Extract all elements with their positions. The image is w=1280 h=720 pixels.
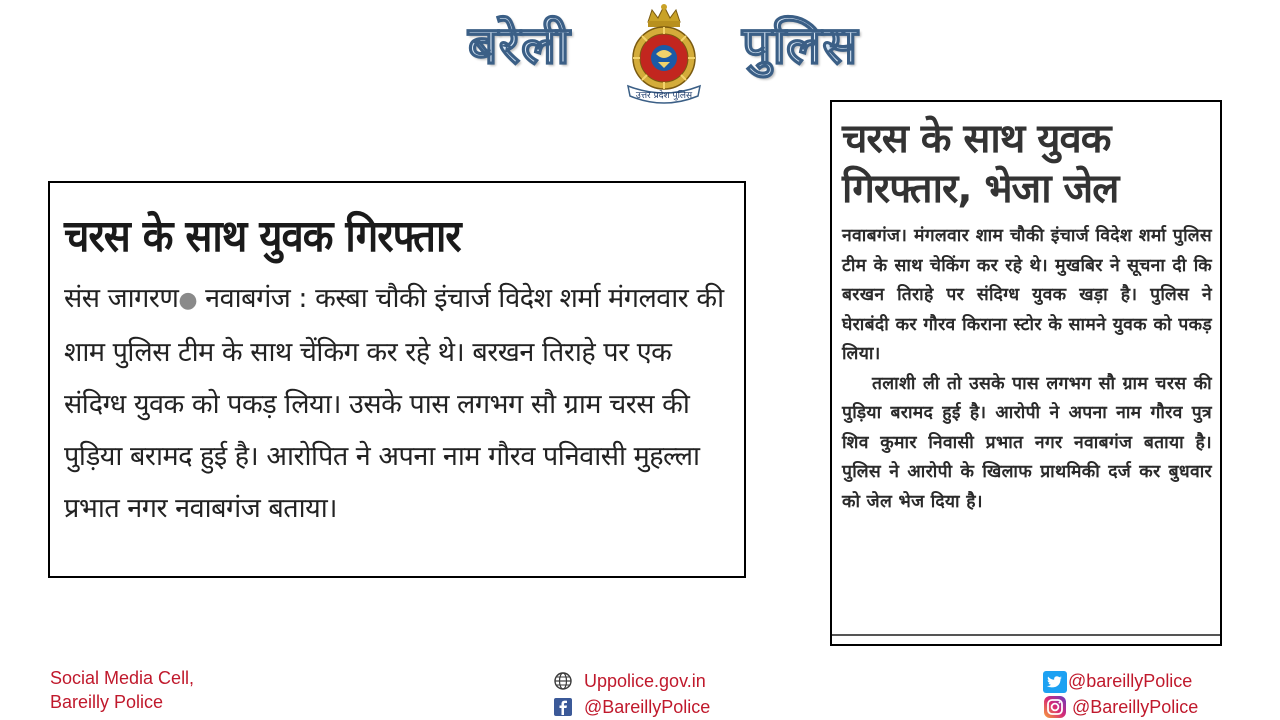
header-title-left: बरेली: [468, 15, 571, 76]
footer-social-links: [1042, 668, 1198, 720]
news-clipping-jagran: [48, 181, 746, 578]
up-police-emblem-icon: [618, 2, 710, 108]
footer-attribution: [50, 666, 194, 714]
website-link[interactable]: [552, 668, 710, 694]
clipping2-headline-line2: गिरफ्तार, भेजा जेल: [842, 166, 1119, 212]
twitter-text: @bareillyPolice: [1068, 670, 1193, 691]
clipping1-source: संस जागरण: [64, 283, 179, 314]
instagram-text: @BareillyPolice: [1072, 696, 1199, 717]
clipping1-body: [64, 273, 730, 535]
news-clipping-amar-ujala: [830, 100, 1222, 646]
clipping1-headline: चरस के साथ युवक गिरफ्तार: [64, 211, 461, 263]
website-text: Uppolice.gov.in: [584, 670, 706, 691]
instagram-link[interactable]: [1042, 694, 1198, 720]
globe-icon: [552, 670, 574, 692]
footer-line-1: Social Media Cell,: [50, 668, 195, 688]
emblem-ribbon-text: उत्तर प्रदेश पुलिस: [635, 91, 693, 101]
clipping1-separator: ●: [178, 288, 198, 313]
header-title-right: पुलिस: [742, 15, 859, 76]
clipping1-text: नवाबगंज : कस्बा चौकी इंचार्ज विदेश शर्मा मंगलवार की शाम पुलिस टीम के साथ चेंकिग कर रहे थे। बरखन तिराहे पर एक संदिग्ध युवक को पकड़ लिया। उसके पास लगभग सौ ग्राम चरस की पुड़िया बरामद हुई है। आरोपित ने अपना नाम गौरव पनिवासी मुहल्ला प्रभात नगर नवाबगंज बताया।: [64, 283, 724, 524]
instagram-icon: [1042, 695, 1068, 719]
clipping2-headline: [842, 114, 1212, 214]
clipping2-headline-line1: चरस के साथ युवक: [842, 116, 1111, 162]
clipping2-bottom-rule: [832, 634, 1220, 636]
facebook-icon: [552, 696, 574, 718]
footer-line-2: Bareilly Police: [50, 692, 164, 712]
facebook-text: @BareillyPolice: [584, 696, 711, 717]
clipping2-paragraph-1: नवाबगंज। मंगलवार शाम चौकी इंचार्ज विदेश शर्मा पुलिस टीम के साथ चेकिंग कर रहे थे। मुखबिर ने सूचना दी कि बरखन तिराहे पर संदिग्ध युवक खड़ा है। पुलिस ने घेराबंदी कर गौरव किराना स्टोर के सामने युवक को पकड़ लिया।: [842, 226, 1212, 364]
clipping2-paragraph-2: तलाशी ली तो उसके पास लगभग सौ ग्राम चरस की पुड़िया बरामद हुई है। आरोपी ने अपना नाम गौरव पुत्र शिव कुमार निवासी प्रभात नगर नवाबगंज बताया है। पुलिस ने आरोपी के खिलाफ प्राथमिकी दर्ज कर बुधवार को जेल भेज दिया है।: [842, 373, 1212, 512]
footer-web-links: [552, 668, 710, 720]
facebook-link[interactable]: [552, 694, 710, 720]
twitter-link[interactable]: [1042, 668, 1198, 694]
twitter-icon: [1042, 670, 1064, 692]
